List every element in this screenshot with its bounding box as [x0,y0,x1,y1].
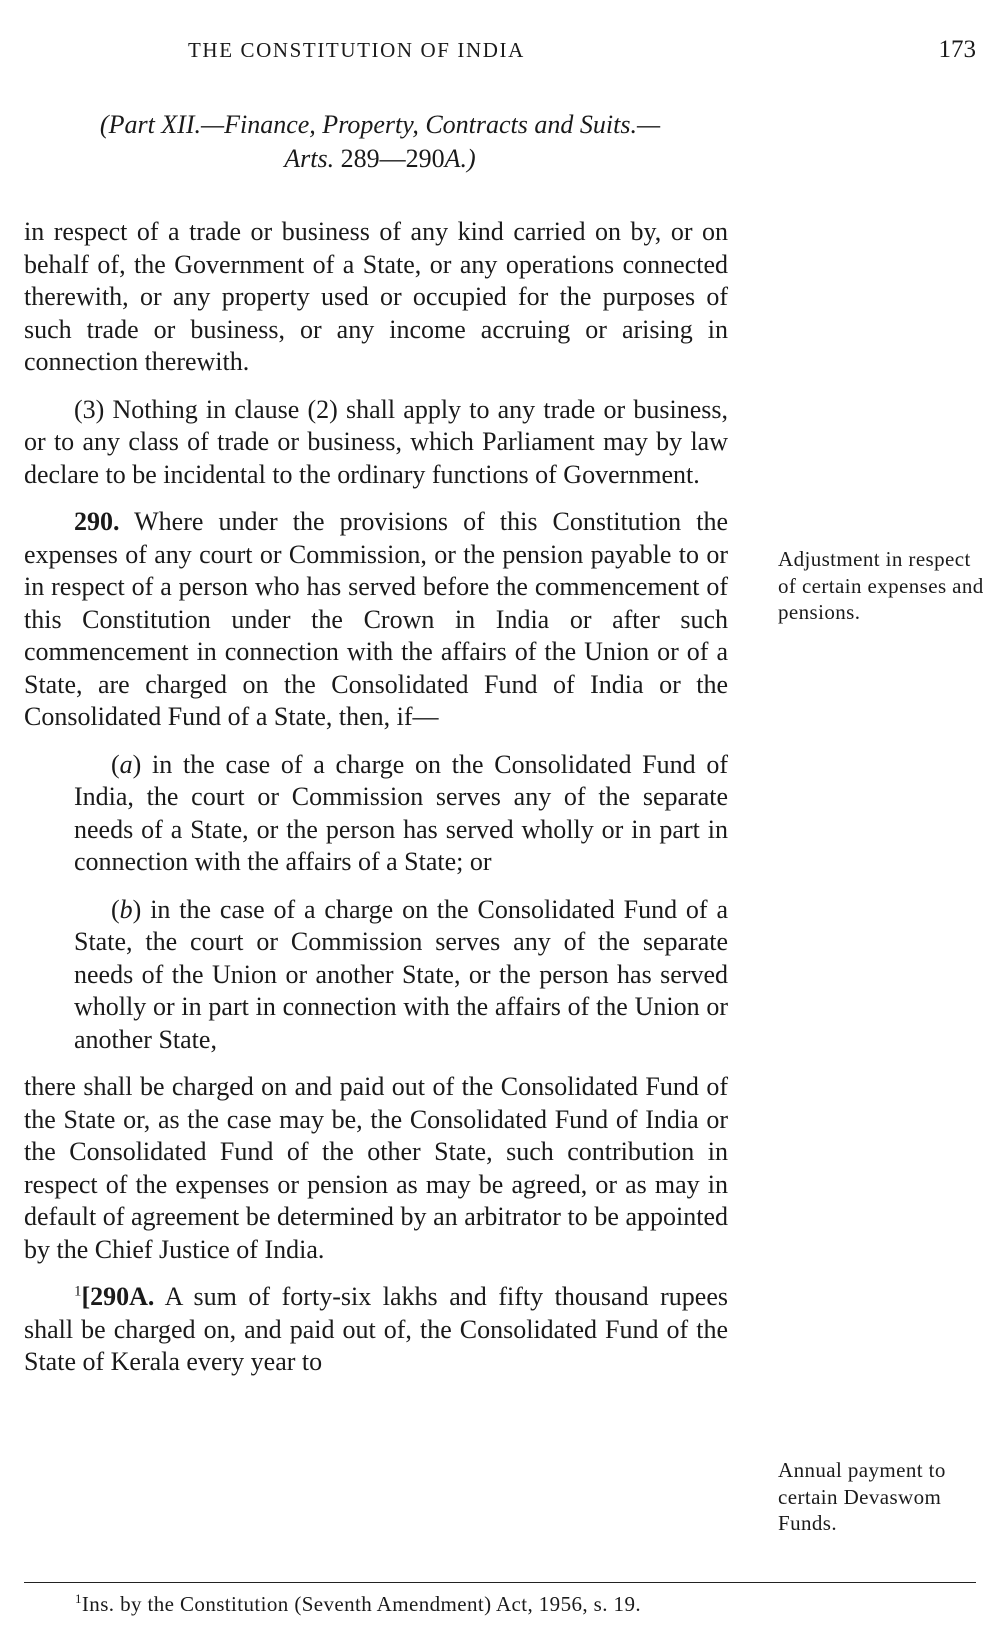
article-290a-number: [290A. [81,1282,155,1311]
footnote-marker: 1 [75,1591,82,1606]
margin-note-290: Adjustment in respect of certain expenses and pensions. [778,547,984,624]
page-number: 173 [938,36,976,63]
main-text [24,216,728,1379]
part-heading-line2 [60,142,700,176]
paragraph-clause-3: (3) Nothing in clause (2) shall apply to any trade or business, or to any class of trade or business, which Parliament may by law declare to be incidental to the ordinary functions of Government. [24,394,728,489]
footnote-divider [24,1582,976,1583]
footnote-reference: 1 [74,1283,82,1300]
running-header-title: THE CONSTITUTION OF INDIA [188,38,525,62]
footnote [75,1592,641,1617]
clause-a-marker: a [119,749,133,779]
clause-b-marker: b [119,894,133,924]
margin-note-290a: Annual payment to certain Devaswom Funds. [778,1458,946,1535]
paragraph-conclusion: there shall be charged on and paid out of the Consolidated Fund of the State or, as the case may be, the Consolidated Fund of India or the Consolidated Fund of the other State, such contribution in respect of the expenses or pension as may be agreed, or as may in default of agreement be determined by an arbitrator to be appointed by the Chief Justice of India. [24,1072,728,1264]
article-290 [24,506,728,734]
part-heading-arts-range: 289—290 [340,144,445,173]
part-heading-arts-label: Arts. [284,144,341,173]
article-290-text: Where under the provisions of this Constitution the expenses of any court or Commission, or the pension payable to or in respect of a person who has served before the commencement of this Constitution under the Crown in India or after such commencement in connection with the affairs of the Union or of a State, are charged on the Consolidated Fund of India or the Consolidated Fund of a State, then, if— [24,507,728,731]
article-290a [24,1281,728,1379]
part-heading-arts-suffix: A.) [444,144,476,173]
part-heading-line1: (Part XII.—Finance, Property, Contracts and Suits.— [99,110,661,139]
clause-a-text: in the case of a charge on the Consolidated Fund of India, the court or Commission serves any of the separate needs of a State, or the person has served wholly or in part in connection with the affairs of a State; or [74,749,728,876]
article-290-number: 290. [74,507,120,536]
clause-b: (b) in the case of a charge on the Consolidated Fund of a State, the court or Commission serves any of the separate needs of the Union or another State, or the person has served wholly or in part in connection with the affairs of the Union or another State, [74,894,728,1054]
part-heading [60,108,700,176]
clause-b-text: in the case of a charge on the Consolidated Fund of a State, the court or Commission serves any of the separate needs of the Union or another State, or the person has served wholly or in part in connection with the affairs of the Union or another State, [74,894,728,1054]
paragraph-continuation: in respect of a trade or business of any kind carried on by, or on behalf of, the Government of a State, or any operations connected therewith, or any property used or occupied for the purposes of such trade or business, or any income accruing or arising in connection therewith. [24,217,728,376]
article-290a-text: A sum of forty-six lakhs and fifty thousand rupees shall be charged on, and paid out of, the Consolidated Fund of the State of Kerala every year to [24,1282,728,1376]
footnote-text: Ins. by the Constitution (Seventh Amendment) Act, 1956, s. 19. [81,1592,642,1616]
clause-a: (a) in the case of a charge on the Consolidated Fund of India, the court or Commission serves any of the separate needs of a State, or the person has served wholly or in part in connection with the affairs of a State; or [74,749,728,876]
